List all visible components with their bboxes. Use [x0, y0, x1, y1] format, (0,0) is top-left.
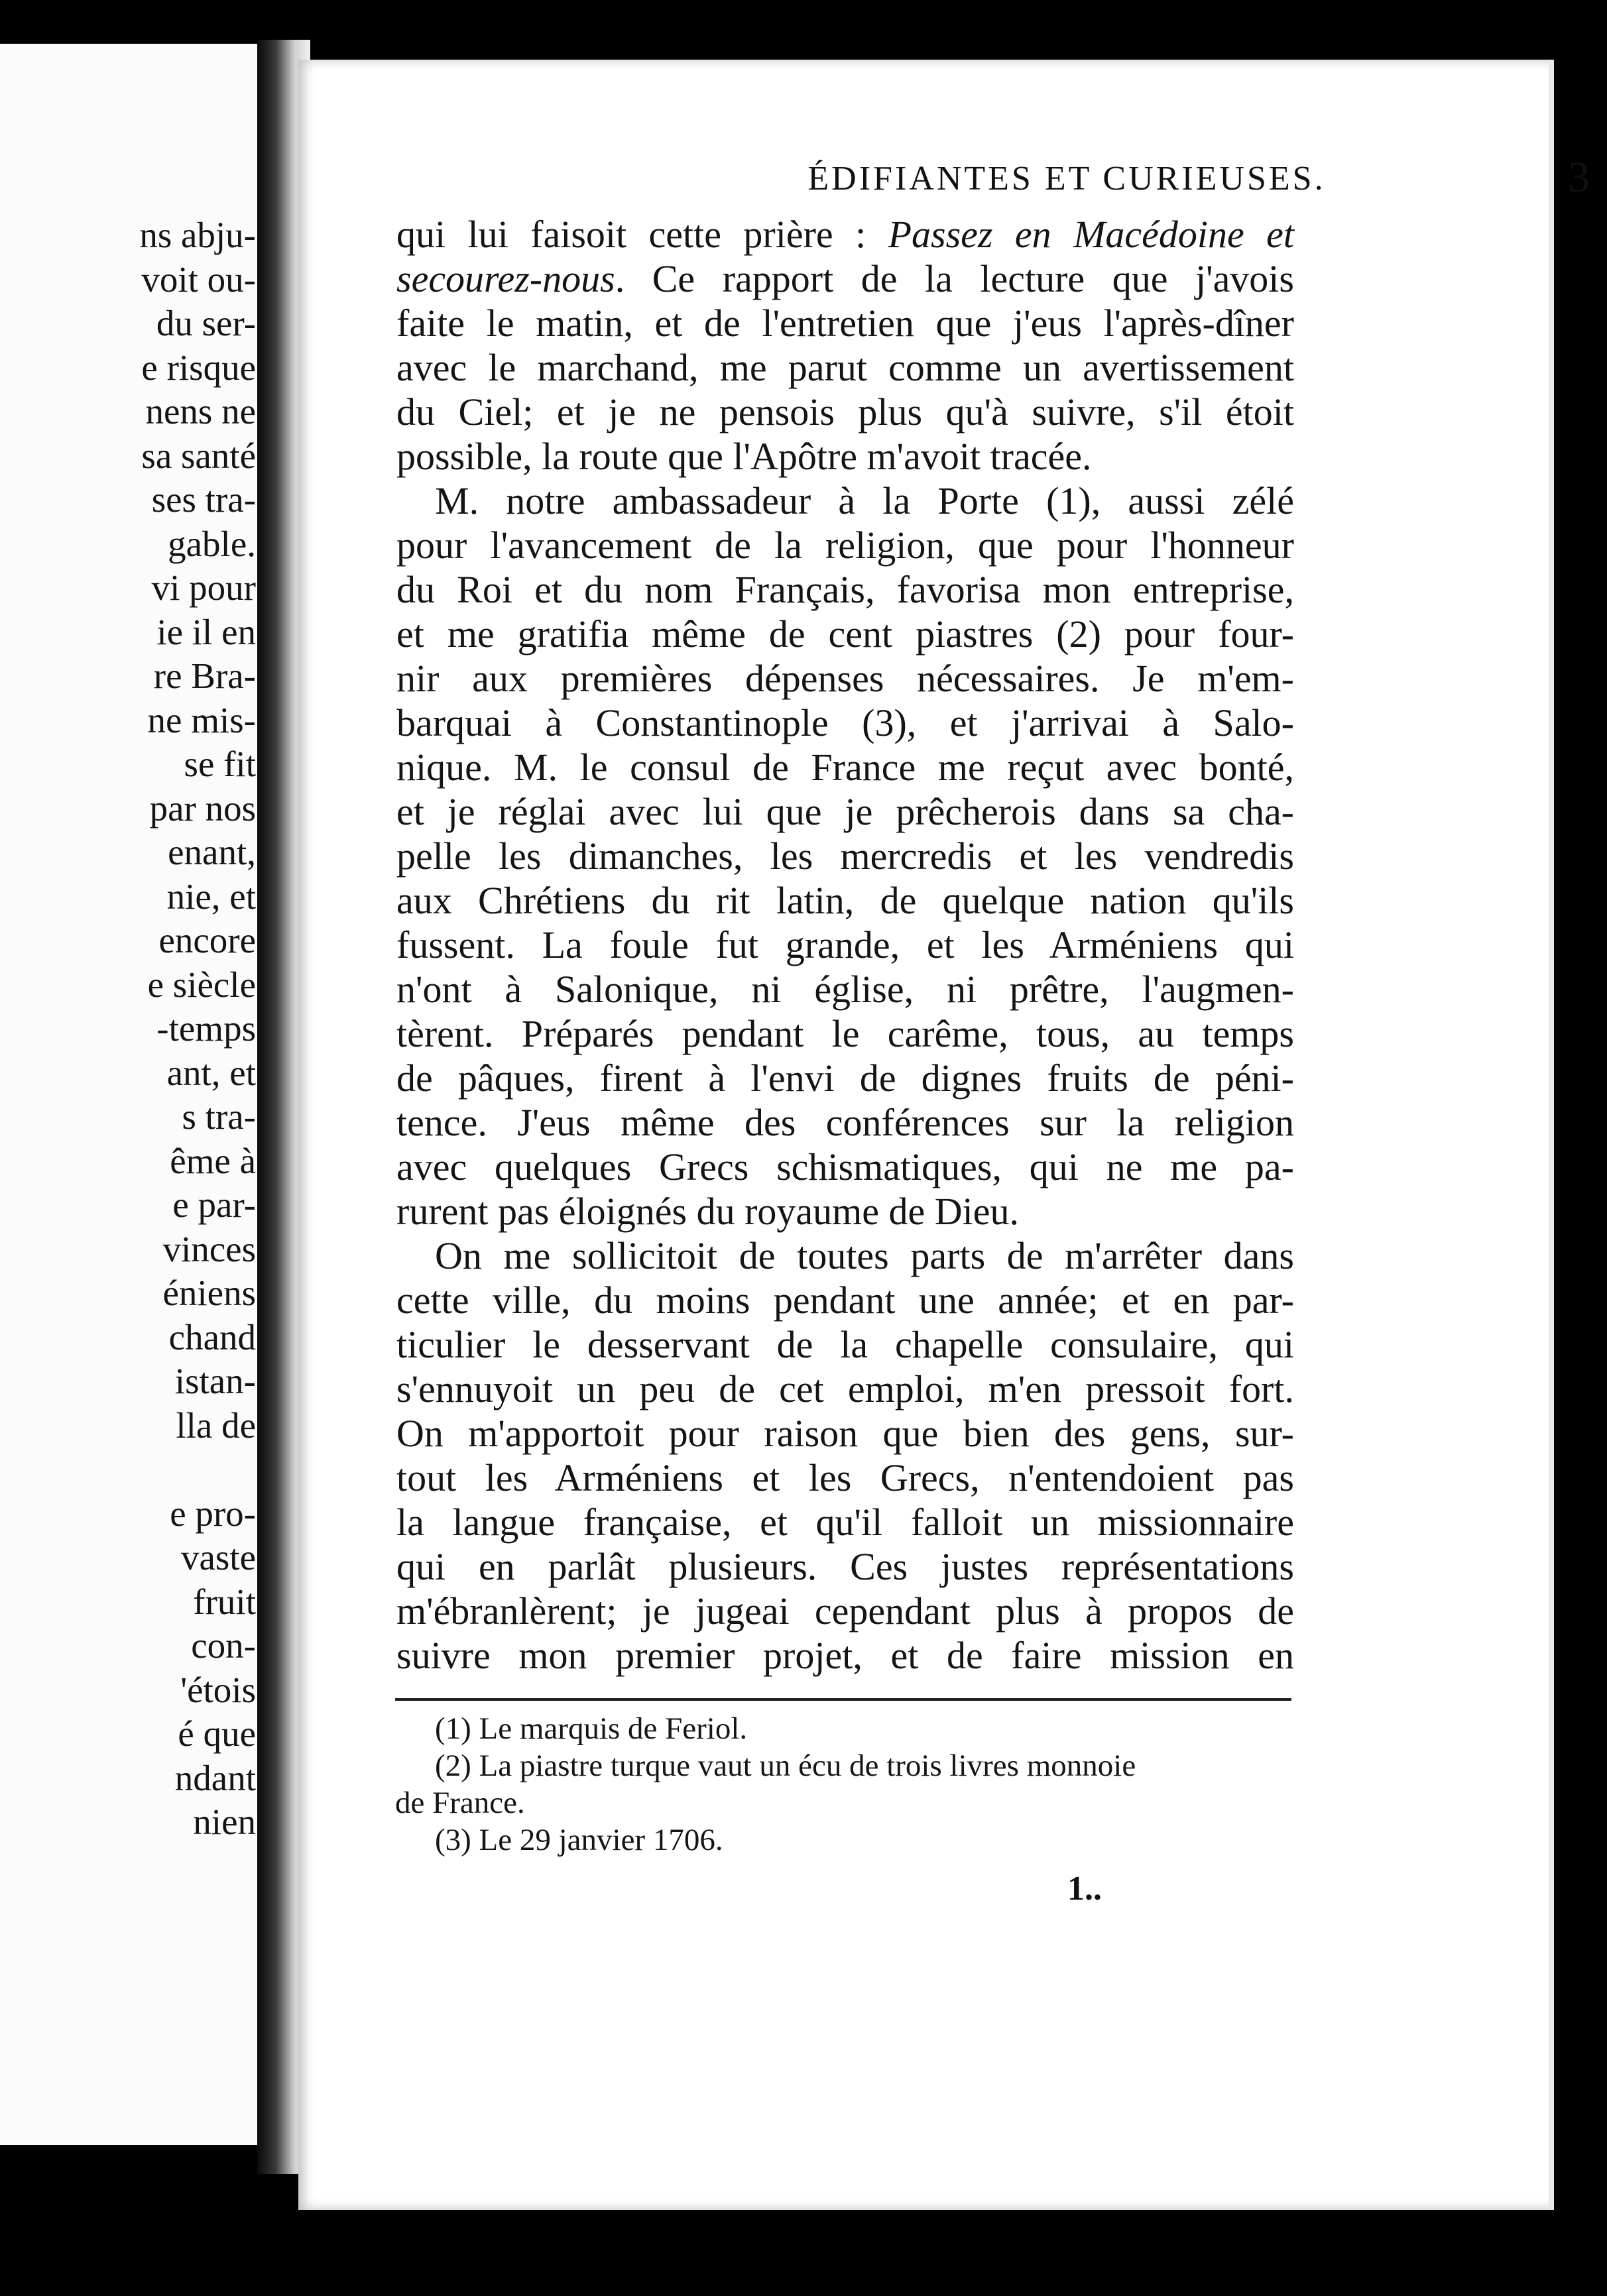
body-line-text: pelle les dimanches, les mercredis et les vendredis [396, 834, 1294, 878]
body-line-text: fussent. La foule fut grande, et les Arméniens qui [396, 923, 1294, 966]
body-line-text: et me gratifia même de cent piastres (2) pour four- [396, 612, 1294, 656]
left-line: ne mis- [147, 699, 256, 740]
left-line: ême à [170, 1140, 256, 1181]
left-line: con- [191, 1625, 256, 1666]
body-line [396, 967, 1294, 1011]
body-line-text: et je réglai avec lui que je prêcherois dans sa cha- [396, 790, 1294, 833]
body-line [396, 1322, 1294, 1367]
body-line-text: possible, la route que l'Apôtre m'avoit tracée. [396, 435, 1092, 478]
body-line [396, 523, 1294, 567]
body-line [396, 1500, 1294, 1544]
left-line: ns abju- [139, 215, 256, 255]
body-line-text: de pâques, firent à l'envi de dignes fruits de péni- [396, 1057, 1294, 1100]
body-line-text: n'ont à Salonique, ni église, ni prêtre, l'augmen- [396, 968, 1294, 1011]
left-line: istan- [174, 1361, 256, 1401]
left-line: nens ne [145, 391, 256, 431]
body-line-text: On me sollicitoit de toutes parts de m'arrêter dans [435, 1234, 1294, 1277]
left-line: s tra- [182, 1096, 256, 1137]
left-line: sa santé [141, 435, 256, 476]
left-line: enant, [168, 832, 256, 872]
body-line [396, 479, 1294, 523]
body-line [396, 1189, 1294, 1234]
page-number: 3 [1568, 153, 1590, 201]
body-line [396, 878, 1294, 923]
body-line [396, 1100, 1294, 1145]
body-line [396, 1367, 1294, 1411]
left-line: éniens [162, 1273, 256, 1313]
page-header [544, 153, 1590, 205]
body-line-text: suivre mon premier projet, et de faire mission en [396, 1634, 1294, 1677]
body-line-text: du Ciel; et je ne pensois plus qu'à suivre, s'il étoit [396, 390, 1294, 433]
body-line [396, 923, 1294, 967]
body-line [396, 1633, 1294, 1678]
body-line [396, 567, 1294, 612]
left-line: gable. [168, 523, 256, 564]
body-line [396, 1589, 1294, 1633]
body-line [396, 701, 1294, 745]
body-line [396, 1278, 1294, 1322]
footnote: (1) Le marquis de Feriol. [435, 1711, 748, 1746]
left-line: ie il en [156, 611, 256, 652]
left-line: ses tra- [151, 479, 256, 520]
body-line [396, 345, 1294, 390]
body-line-text: rurent pas éloignés du royaume de Dieu. [396, 1190, 1019, 1233]
left-line: 'étois [180, 1669, 256, 1710]
body-line-text: ticulier le desservant de la chapelle consulaire, qui [396, 1323, 1294, 1366]
body-line [396, 834, 1294, 878]
body-line-text: qui en parlât plusieurs. Ces justes représentations [396, 1545, 1294, 1588]
footnotes [395, 1710, 1294, 1859]
left-line: fruit [193, 1581, 256, 1622]
body-line-italic: Passez en Macédoine et [888, 213, 1294, 256]
body-line-text: On m'apportoit pour raison que bien des gens, sur- [396, 1412, 1294, 1455]
body-line-text: tèrent. Préparés pendant le carême, tous, au temps [396, 1012, 1294, 1055]
left-line: vaste [180, 1537, 256, 1578]
body-line-italic: secourez-nous [396, 257, 615, 300]
body-line-text: avec le marchand, me parut comme un avertissement [396, 346, 1294, 389]
body-line-text: nique. M. le consul de France me reçut avec bonté, [396, 746, 1294, 789]
left-line: e risque [141, 347, 256, 388]
body-line [396, 1234, 1294, 1278]
body-line [396, 1456, 1294, 1500]
body-line-text: faite le matin, et de l'entretien que j'eus l'après-dîner [396, 302, 1294, 345]
footnote-rule [395, 1698, 1291, 1701]
body-line [396, 612, 1294, 656]
body-line [396, 1145, 1294, 1189]
body-line-text: pour l'avancement de la religion, que pour l'honneur [396, 524, 1294, 567]
body-line [396, 656, 1294, 701]
previous-page-fragment [0, 44, 269, 2145]
previous-page-text [139, 213, 256, 1845]
running-title: ÉDIFIANTES ET CURIEUSES. [807, 160, 1326, 198]
body-line [396, 390, 1294, 434]
body-line [396, 1544, 1294, 1589]
left-line: par nos [149, 787, 256, 829]
body-line [396, 1411, 1294, 1456]
footnote: (2) La piastre turque vaut un écu de trois livres monnoie [435, 1749, 1136, 1783]
body-line [396, 434, 1294, 479]
left-line: se fit [184, 744, 256, 784]
body-line-text: tout les Arméniens et les Grecs, n'entendoient pas [396, 1456, 1294, 1499]
body-line-text: aux Chrétiens du rit latin, de quelque nation qu'ils [396, 879, 1294, 922]
body-line-text: avec quelques Grecs schismatiques, qui ne me pa- [396, 1145, 1294, 1188]
body-line [396, 789, 1294, 834]
body-line-text: M. notre ambassadeur à la Porte (1), aussi zélé [435, 479, 1294, 522]
left-line: du ser- [156, 303, 256, 343]
left-line: chand [168, 1316, 256, 1357]
body-line [396, 1056, 1294, 1100]
left-line: e siècle [147, 964, 256, 1005]
left-line: -temps [156, 1008, 256, 1049]
body-line-text: tence. J'eus même des conférences sur la religion [396, 1101, 1294, 1144]
body-line-text: barquai à Constantinople (3), et j'arrivai à Salo- [396, 701, 1294, 744]
left-line: vi pour [151, 567, 256, 608]
footnote: de France. [395, 1786, 525, 1820]
body-line-text: nir aux premières dépenses nécessaires. Je m'em- [396, 657, 1294, 700]
left-line: nien [193, 1802, 256, 1842]
left-line: é que [178, 1713, 256, 1754]
body-line [396, 212, 1294, 257]
body-line-text: m'ébranlèrent; je jugeai cependant plus à propos de [396, 1589, 1294, 1633]
left-line: re Bra- [153, 656, 256, 696]
left-line: ant, et [166, 1052, 256, 1093]
body-line-text: cette ville, du moins pendant une année; et en par- [396, 1279, 1294, 1322]
body-line-text: qui lui faisoit cette prière : [396, 213, 888, 256]
signature-mark: 1.. [1067, 1870, 1102, 1908]
left-line: ndant [174, 1757, 256, 1798]
left-line: e par- [172, 1184, 256, 1225]
book-page [298, 60, 1590, 2210]
body-line-text: . Ce rapport de la lecture que j'avois [615, 257, 1294, 300]
left-line: nie, et [166, 876, 256, 917]
body-line-text: du Roi et du nom Français, favorisa mon entreprise, [396, 568, 1294, 611]
body-line-text: s'ennuyoit un peu de cet emploi, m'en pressoit fort. [396, 1367, 1294, 1410]
left-line: lla de [176, 1405, 256, 1446]
body-line [396, 1011, 1294, 1056]
left-line [139, 1448, 256, 1492]
footnote: (3) Le 29 janvier 1706. [435, 1823, 723, 1857]
left-line: encore [158, 920, 256, 960]
left-line: voit ou- [141, 258, 256, 300]
body-line [396, 301, 1294, 345]
left-line: e pro- [170, 1493, 256, 1534]
left-line: vinces [162, 1228, 256, 1269]
body-text [396, 212, 1294, 1678]
body-line [396, 257, 1294, 301]
body-line [396, 745, 1294, 789]
body-line-text: la langue française, et qu'il falloit un missionnaire [396, 1501, 1294, 1544]
page-edge [1549, 60, 1554, 2210]
